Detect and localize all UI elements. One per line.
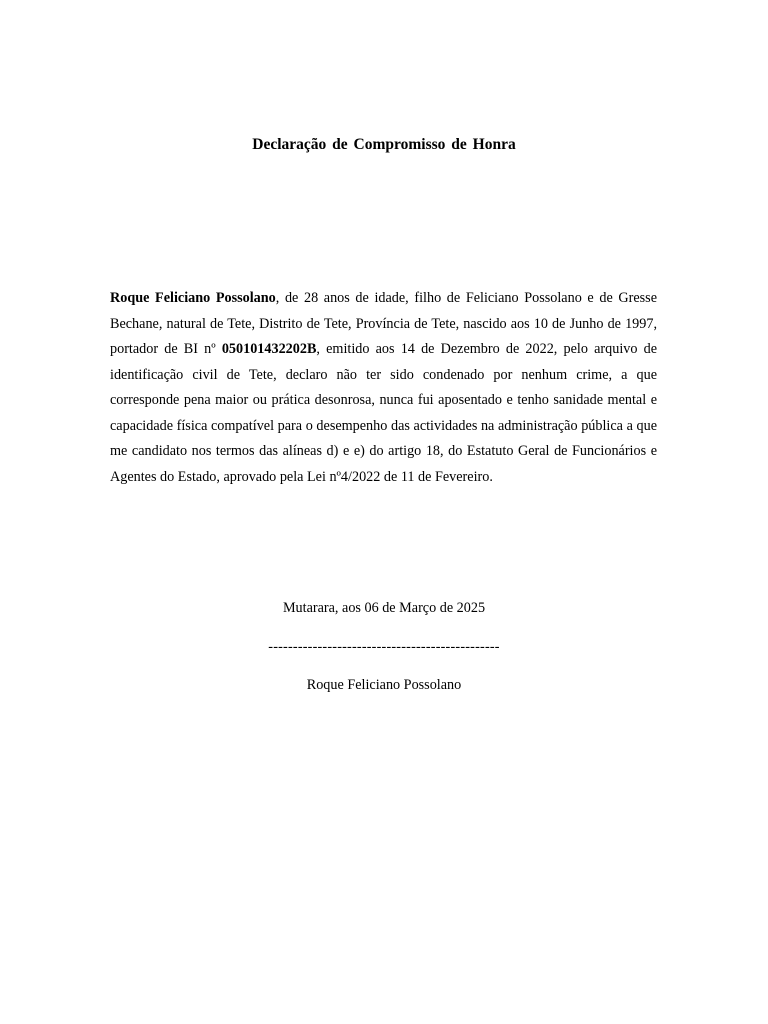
signature-line: ----------------------------------------------- xyxy=(268,639,500,655)
declaration-paragraph xyxy=(110,286,657,490)
declarant-name: Roque Feliciano Possolano xyxy=(110,290,276,306)
document-title: Declaração de Compromisso de Honra xyxy=(252,136,516,153)
declaration-text-part-2: , emitido aos 14 de Dezembro de 2022, pelo arquivo de identificação civil de Tete, declaro não ter sido condenado por nenhum crime, a que corresponde pena maior ou prática desonrosa, nunca fui aposentado e tenho sanidade mental e capacidade física compatível para o desempenho das actividades na administração pública a que me candidato nos termos das alíneas d) e e) do artigo 18, do Estatuto Geral de Funcionários e Agentes do Estado, aprovado pela Lei nº4/2022 de 11 de Fevereiro. xyxy=(110,341,658,485)
place-and-date: Mutarara, aos 06 de Março de 2025 xyxy=(282,600,486,616)
declaration-text-part-1: , de 28 anos de idade, filho de Feliciano Possolano e de Gresse Bechane, natural de Tete, Distrito de Tete, Província de Tete, nascido aos 10 de Junho de 1997, portador de BI nº xyxy=(110,290,657,357)
signatory-name: Roque Feliciano Possolano xyxy=(306,677,462,693)
id-number: 050101432202B xyxy=(221,341,317,357)
